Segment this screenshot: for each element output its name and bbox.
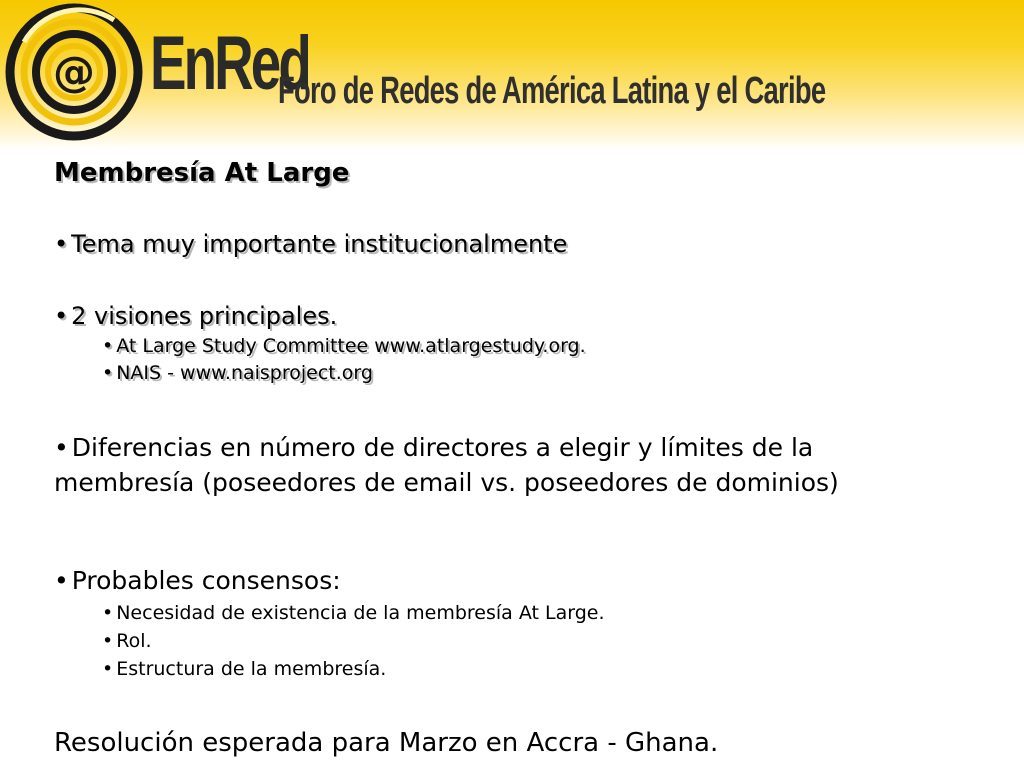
bullet-text: 2 visiones principales.: [71, 302, 338, 330]
bullet-marker: •: [102, 630, 114, 652]
bullet-marker: •: [54, 302, 69, 330]
bullet-text: Diferencias en número de directores a elegir y límites de la membresía (poseedores de email vs. poseedores de dominios): [54, 433, 839, 497]
bullet-text: Tema muy importante institucionalmente: [71, 230, 568, 258]
sub-bullet-item: [102, 335, 586, 357]
bullet-marker: •: [102, 362, 114, 384]
brand-name: EnRed: [150, 21, 309, 106]
bullet-marker: •: [54, 230, 69, 258]
svg-text:@: @: [53, 47, 95, 96]
sub-bullet-item: [102, 602, 605, 624]
sub-bullet-text: Estructura de la membresía.: [116, 658, 387, 680]
bullet-item: [54, 566, 341, 595]
bullet-marker: •: [102, 335, 114, 357]
at-sign-spiral-icon: [4, 2, 144, 142]
bullet-item: [54, 230, 567, 258]
sub-bullet-item: [102, 630, 152, 652]
sub-bullet-text: Necesidad de existencia de la membresía At Large.: [116, 602, 605, 624]
sub-bullet-text: Rol.: [116, 630, 152, 652]
header-banner: [0, 0, 1024, 150]
sub-bullet-item: [102, 362, 373, 384]
sub-bullet-item: [102, 658, 386, 680]
bullet-item: [54, 302, 337, 330]
brand-tagline: Foro de Redes de América Latina y el Caribe: [278, 70, 826, 112]
bullet-item: [54, 430, 914, 500]
sub-bullet-text: NAIS - www.naisproject.org: [116, 362, 373, 384]
bullet-marker: •: [54, 566, 69, 595]
bullet-text: Probables consensos:: [71, 566, 341, 595]
closing-statement: Resolución esperada para Marzo en Accra - Ghana.: [54, 728, 719, 758]
bullet-marker: •: [102, 602, 114, 624]
bullet-marker: •: [54, 433, 69, 462]
slide-title: Membresía At Large: [54, 158, 350, 188]
sub-bullet-text: At Large Study Committee www.atlargestudy.org.: [116, 335, 586, 357]
bullet-marker: •: [102, 658, 114, 680]
